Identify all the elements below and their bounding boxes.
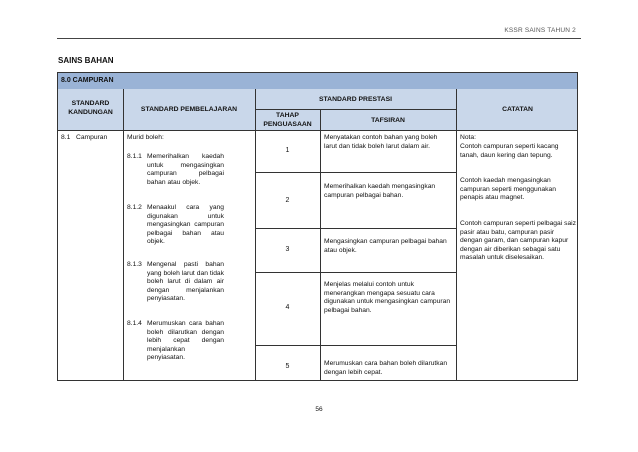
- item-text: Menaakul cara yang digunakan untuk mengasingkan campuran pelbagai bahan atau objek.: [147, 204, 224, 245]
- level-number: 2: [285, 197, 290, 204]
- page-number: 56: [315, 406, 323, 413]
- kandungan-number: 8.1: [61, 134, 71, 141]
- row-divider: [255, 109, 456, 110]
- header-standard-kandungan: STANDARD KANDUNGAN: [68, 100, 113, 116]
- catatan-note: Contoh campuran seperti pelbagai saiz pasir atau batu, campuran pasir dengan garam, dan campuran kapur dengan air diberikan sebagai satu masalah untuk diselesaikan.: [460, 220, 576, 261]
- kandungan-title: Campuran: [76, 134, 108, 141]
- item-number: 8.1.4: [127, 320, 142, 327]
- header-standard-prestasi: STANDARD PRESTASI: [318, 96, 392, 103]
- col-divider: [255, 89, 256, 380]
- document-header: KSSR SAINS TAHUN 2: [504, 27, 576, 34]
- tafsiran-text: Menyatakan contoh bahan yang boleh larut dan tidak boleh larut dalam air.: [324, 134, 438, 150]
- header-standard-pembelajaran: STANDARD PEMBELAJARAN: [140, 106, 238, 113]
- item-number: 8.1.1: [127, 153, 142, 160]
- row-divider: [255, 345, 456, 346]
- item-text: Merumuskan cara bahan boleh dilarutkan dengan lebih cepat dengan menjalankan penyiasatan.: [147, 320, 224, 361]
- row-divider: [255, 228, 456, 229]
- col-divider: [123, 89, 124, 380]
- item-text: Memerihalkan kaedah untuk mengasingkan campuran pelbagai bahan atau objek.: [147, 153, 224, 186]
- header-tafsiran: TAFSIRAN: [371, 117, 405, 124]
- row-divider: [255, 272, 456, 273]
- catatan-note: Contoh campuran seperti kacang tanah, daun kering dan tepung.: [460, 143, 559, 159]
- pembelajaran-intro: Murid boleh:: [127, 134, 164, 141]
- unit-title: 8.0 CAMPURAN: [61, 77, 114, 84]
- unit-band: [58, 73, 577, 90]
- tafsiran-text: Mengasingkan campuran pelbagai bahan atau objek.: [324, 238, 447, 254]
- level-number: 3: [285, 246, 290, 253]
- col-divider: [456, 89, 457, 380]
- level-number: 5: [285, 363, 290, 370]
- catatan-label: Nota:: [460, 134, 476, 141]
- item-number: 8.1.2: [127, 204, 142, 211]
- tafsiran-text: Merumuskan cara bahan boleh dilarutkan dengan lebih cepat.: [324, 360, 448, 376]
- tafsiran-text: Memerihalkan kaedah mengasingkan campuran pelbagai bahan.: [324, 183, 436, 199]
- item-number: 8.1.3: [127, 261, 142, 268]
- header-tahap-penguasaan: TAHAP PENGUASAAN: [263, 112, 312, 128]
- item-text: Mengenal pasti bahan yang boleh larut dan tidak boleh larut di dalam air dengan menjalankan penyiasatan.: [147, 261, 224, 302]
- header-rule: [57, 38, 581, 39]
- tafsiran-text: Menjelas melalui contoh untuk menerangkan mengapa sesuatu cara digunakan untuk mengasingkan campuran pelbagai bahan.: [324, 281, 451, 314]
- curriculum-table: [57, 72, 578, 381]
- header-catatan: CATATAN: [502, 106, 533, 113]
- section-title: SAINS BAHAN: [58, 56, 114, 65]
- level-number: 1: [285, 147, 290, 154]
- row-divider: [58, 130, 577, 131]
- row-divider: [255, 172, 456, 173]
- catatan-note: Contoh kaedah mengasingkan campuran seperti menggunakan penapis atau magnet.: [460, 177, 556, 201]
- col-divider: [320, 109, 321, 380]
- level-number: 4: [285, 304, 290, 311]
